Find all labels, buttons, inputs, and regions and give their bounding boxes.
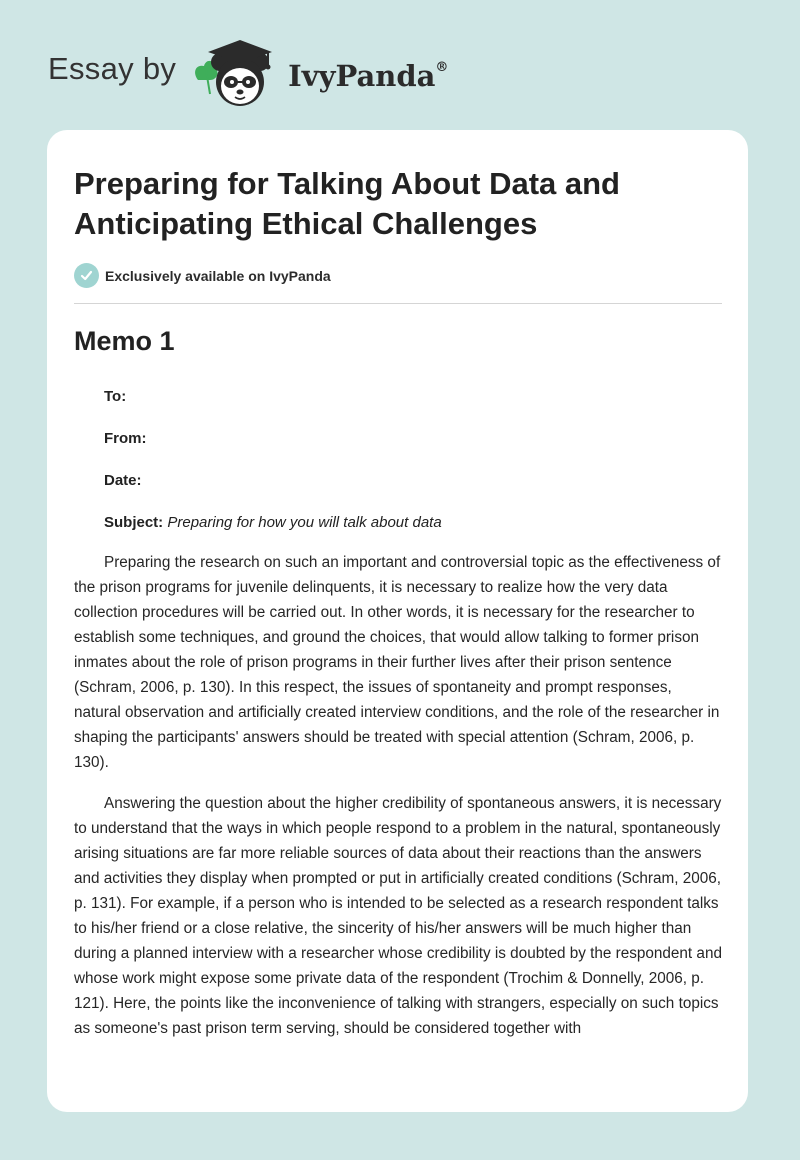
essay-title: Preparing for Talking About Data and Anticipating Ethical Challenges	[74, 166, 620, 241]
memo-field-label: From:	[104, 430, 147, 447]
exclusive-label: Exclusively available on IvyPanda	[105, 267, 331, 284]
memo-field-from	[104, 430, 147, 447]
exclusive-badge	[74, 263, 331, 288]
memo-field-label: To:	[104, 388, 127, 405]
divider	[74, 303, 722, 304]
paragraph: Answering the question about the higher credibility of spontaneous answers, it is necessary to understand that the ways in which people respond to a problem in the natural, spontaneously arising situations are far more reliable sources of data about their reactions than the answers and activities they display when prompted or put in artificially created conditions (Schram, 2006, p. 131). For example, if a person who is intended to be selected as a research respondent talks to his/her friend or a close relative, the sincerity of his/her answers will be much higher than during a planned interview with a researcher whose credibility is doubted by the respondent and whose work might expose some private data of the respondent (Trochim & Donnelly, 2006, p. 121). Here, the points like the inconvenience of talking with strangers, especially on such topics as someone's past prison term serving, should be considered together with	[74, 795, 722, 1037]
brand-name: IvyPanda®	[288, 59, 449, 93]
brand-header	[48, 34, 448, 114]
brand-prefix: Essay by	[48, 51, 177, 86]
memo-field-label: Date:	[104, 472, 142, 489]
registered-mark: ®	[435, 60, 449, 76]
memo-field-date	[104, 472, 142, 489]
panda-logo-icon	[190, 36, 282, 112]
memo-field-subject	[104, 514, 442, 531]
memo-field-value: Preparing for how you will talk about data	[167, 514, 442, 531]
paragraph: Preparing the research on such an important and controversial topic as the effectiveness of the prison programs for juvenile delinquents, it is necessary to realize how the very data collection procedures will be carried out. In other words, it is necessary for the researcher to establish some techniques, and ground the choices, that would allow talking to former prison inmates about the role of prison programs in their further lives after their prison sentence (Schram, 2006, p. 130). In this respect, the issues of spontaneity and prompt responses, natural observation and artificially created interview conditions, and the role of the researcher in shaping the participants' answers should be treated with special attention (Schram, 2006, p. 130).	[74, 554, 721, 771]
check-icon	[74, 263, 99, 288]
essay-body	[74, 550, 722, 1057]
essay-card	[47, 130, 748, 1112]
section-heading: Memo 1	[74, 326, 175, 356]
memo-field-label: Subject:	[104, 514, 164, 531]
memo-field-to	[104, 388, 126, 405]
